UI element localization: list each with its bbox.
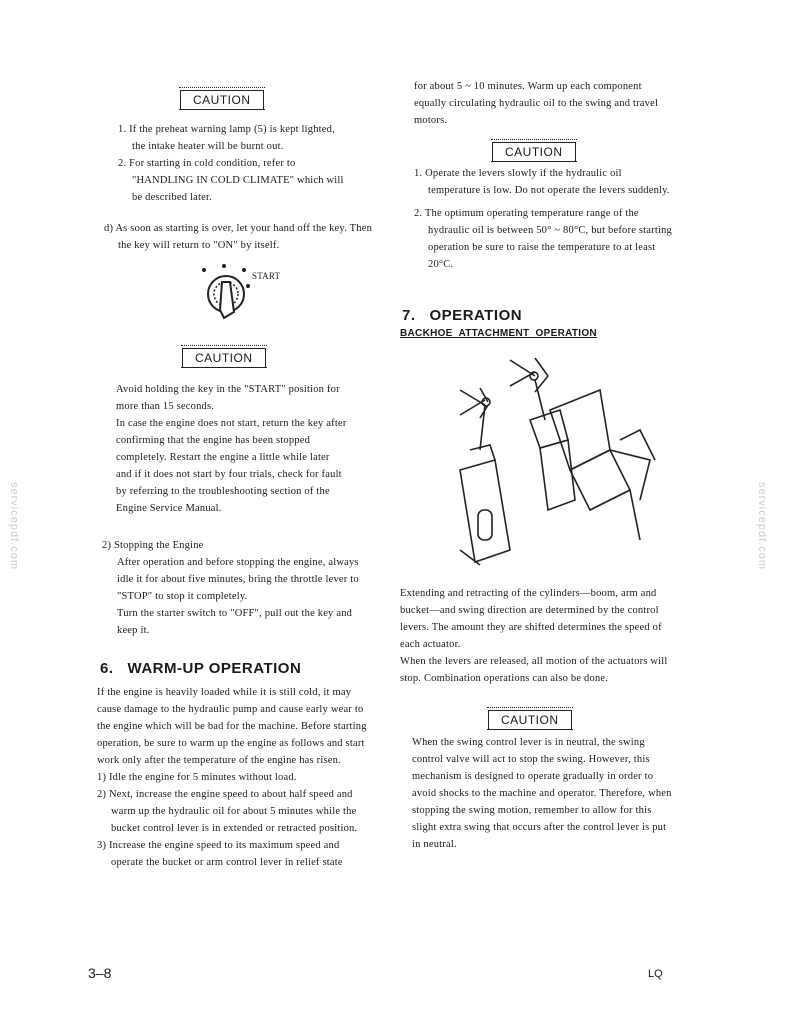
caution-label: CAUTION bbox=[195, 351, 253, 365]
key-switch-figure bbox=[196, 262, 316, 322]
paragraph: When the levers are released, all motion of the actuators will stop. Combination operations can also be done. bbox=[400, 656, 668, 684]
list-item: 1. Operate the levers slowly if the hydraulic oil temperature is low. Do not operate the levers suddenly. bbox=[414, 168, 670, 196]
section-7-subheading: BACKHOE ATTACHMENT OPERATION bbox=[400, 328, 597, 339]
list-item: 1) Idle the engine for 5 minutes without load. bbox=[97, 772, 297, 783]
paragraph: In case the engine does not start, return the key after confirming that the engine has been stopped completely. Restart the engine a little while later and if it does not start by four trials, check for fault by referring to the troubleshooting section of the Engine Service Manual. bbox=[116, 418, 347, 514]
step-title: 2) Stopping the Engine bbox=[102, 540, 204, 551]
step-d: d) As soon as starting is over, let your hand off the key. Then the key will return to "ON" by itself. bbox=[104, 223, 373, 251]
watermark-left: servicepdf.com bbox=[7, 482, 20, 570]
paragraph: After operation and before stopping the engine, always idle it for about five minutes, bring the throttle lever to "STOP" to stop it completely. bbox=[117, 557, 359, 602]
list-item: 2) Next, increase the engine speed to about half speed and warm up the hydraulic oil for about 5 minutes while the bucket control lever is in extended or retracted position. bbox=[97, 789, 358, 834]
footer-code: LQ bbox=[648, 968, 663, 980]
caution3-list bbox=[414, 165, 676, 273]
key-start-label: START bbox=[252, 271, 281, 281]
caution1-list bbox=[118, 121, 350, 206]
operation-text bbox=[400, 585, 678, 687]
warmup-text bbox=[97, 684, 373, 871]
caution-label: CAUTION bbox=[505, 145, 563, 159]
list-item: 2. The optimum operating temperature range of the hydraulic oil is between 50° ~ 80°C, but before starting operation be sure to raise the temperature to at least 20°C. bbox=[414, 208, 672, 270]
section-7-heading: 7. OPERATION bbox=[402, 307, 523, 324]
caution-box-1 bbox=[180, 90, 264, 110]
stopping-engine bbox=[102, 537, 366, 639]
paragraph: If the engine is heavily loaded while it is still cold, it may cause damage to the hydraulic pump and cause early wear to the engine which will be bad for the machine. Before starting operation, be sure to warm up the engine as follows and start work only after the temperature of the engine has risen. bbox=[97, 687, 367, 766]
control-lever-figure bbox=[440, 350, 670, 570]
paragraph: Extending and retracting of the cylinders—boom, arm and bucket—and swing direction are determined by the control levers. The amount they are shifted determines the speed of each actuator. bbox=[400, 588, 662, 650]
caution-label: CAUTION bbox=[193, 93, 251, 107]
section-6-heading: 6. WARM-UP OPERATION bbox=[100, 660, 302, 677]
caution-label: CAUTION bbox=[501, 713, 559, 727]
caution-box-3 bbox=[492, 142, 576, 162]
caution-box-2 bbox=[182, 348, 266, 368]
key-switch-icon bbox=[196, 262, 256, 322]
watermark-right: servicepdf.com bbox=[755, 482, 768, 570]
continued-text: for about 5 ~ 10 minutes. Warm up each component equally circulating hydraulic oil to the swing and travel motors. bbox=[414, 81, 659, 126]
page-number: 3–8 bbox=[88, 965, 112, 981]
list-item: 2. For starting in cold condition, refer to "HANDLING IN COLD CLIMATE" which will be described later. bbox=[118, 158, 344, 203]
paragraph: Turn the starter switch to "OFF", pull out the key and keep it. bbox=[117, 608, 353, 636]
list-item: 3) Increase the engine speed to its maximum speed and operate the bucket or arm control lever in relief state bbox=[97, 840, 343, 868]
paragraph: Avoid holding the key in the "START" position for more than 15 seconds. bbox=[116, 384, 340, 412]
caution4-text: When the swing control lever is in neutral, the swing control valve will act to stop the swing. However, this mechanism is designed to operate gradually in order to avoid shocks to the machine and operator. Therefore, when stopping the swing motion, remember to allow for this slight extra swing that occurs after the control lever is put in neutral. bbox=[412, 737, 672, 850]
caution-box-4 bbox=[488, 710, 572, 730]
caution2-text bbox=[116, 381, 348, 517]
list-item: 1. If the preheat warning lamp (5) is kept lighted, the intake heater will be burnt out. bbox=[118, 124, 335, 152]
control-lever-illustration bbox=[440, 350, 670, 570]
